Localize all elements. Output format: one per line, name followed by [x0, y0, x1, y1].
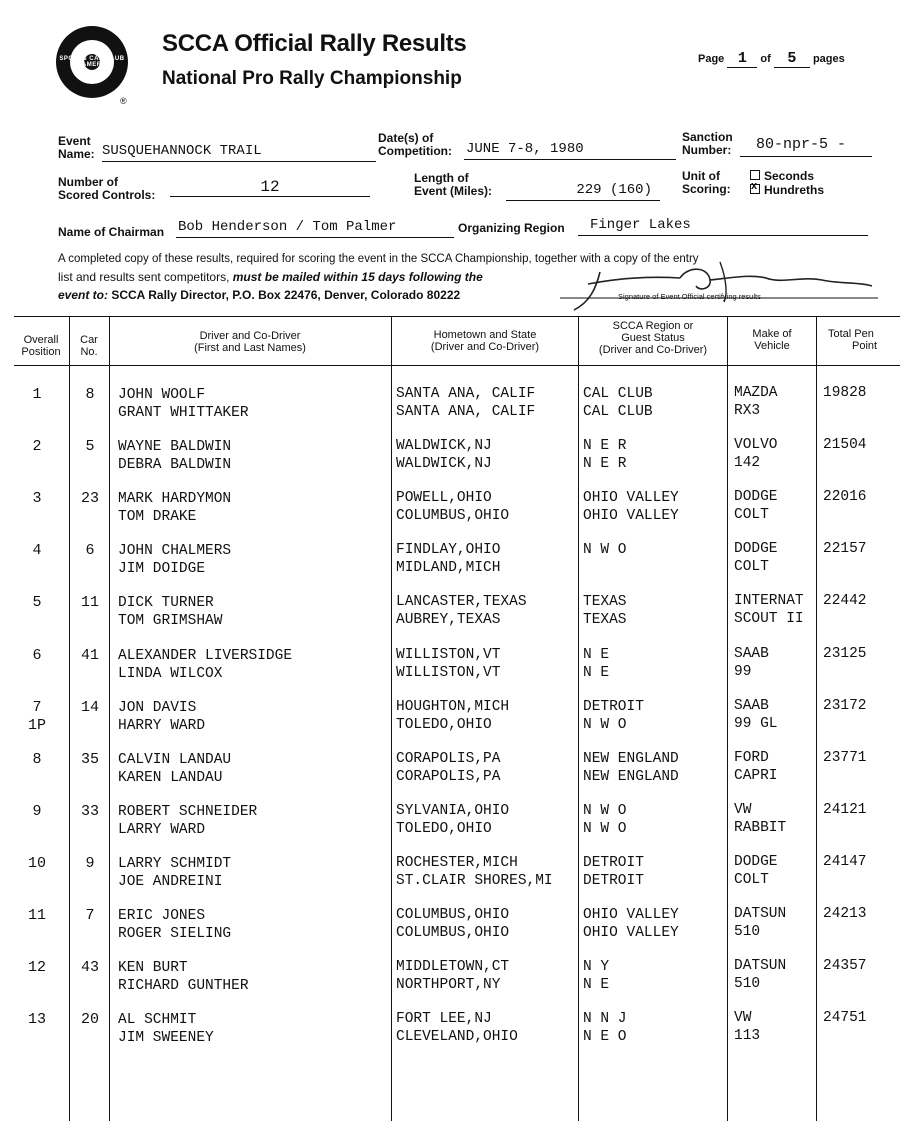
signature-caption: Signature of Event Official certifying results [618, 292, 761, 301]
co-driver-name: DEBRA BALDWIN [118, 457, 232, 473]
signature-image [560, 258, 880, 320]
of-label: of [760, 53, 771, 65]
driver-region: TEXAS [583, 594, 627, 610]
driver-hometown: LANCASTER,TEXAS [396, 594, 527, 610]
driver-hometown: COLUMBUS,OHIO [396, 907, 510, 923]
driver-hometown: POWELL,OHIO [396, 490, 492, 506]
driver-hometown: MIDDLETOWN,CT [396, 959, 510, 975]
driver-region: N E [583, 647, 610, 663]
chairman-value: Bob Henderson / Tom Palmer [176, 219, 454, 238]
column-divider [578, 316, 579, 1121]
pages-label: pages [812, 53, 845, 65]
vehicle-make: DODGE [734, 489, 778, 505]
total-penalty-points: 24147 [823, 854, 867, 870]
co-driver-region: OHIO VALLEY [583, 925, 679, 941]
checkbox-empty-icon [750, 170, 760, 180]
driver-name: JOHN CHALMERS [118, 543, 232, 559]
region-label: Organizing Region [458, 221, 565, 235]
page-title: SCCA Official Rally Results [162, 30, 467, 57]
total-penalty-points: 19828 [823, 385, 867, 401]
driver-region: DETROIT [583, 699, 644, 715]
car-number: 33 [80, 803, 99, 820]
controls-label: Number of Scored Controls: [58, 175, 156, 202]
page-number: 1 [727, 50, 757, 68]
vehicle-make: FORD [734, 750, 769, 766]
car-number: 8 [85, 386, 95, 403]
driver-hometown: WALDWICK,NJ [396, 438, 492, 454]
class-position: 1P [27, 717, 46, 734]
co-driver-region: TEXAS [583, 612, 627, 628]
vehicle-model: COLT [734, 872, 769, 888]
co-driver-name: LARRY WARD [118, 822, 206, 838]
driver-region: DETROIT [583, 855, 644, 871]
column-divider [69, 316, 70, 1121]
dates-label: Date(s) of Competition: [378, 131, 452, 158]
vehicle-make: VW [734, 1010, 752, 1026]
vehicle-make: INTERNAT [734, 593, 804, 609]
total-penalty-points: 22442 [823, 593, 867, 609]
unit-label: Unit of Scoring: [682, 169, 731, 196]
co-driver-name: RICHARD GUNTHER [118, 978, 249, 994]
unit-option-hundreths[interactable]: x Hundreths [751, 180, 824, 197]
co-driver-region: N E O [583, 1029, 627, 1045]
region-value: Finger Lakes [578, 217, 868, 236]
co-driver-hometown: MIDLAND,MICH [396, 560, 501, 576]
vehicle-make: SAAB [734, 698, 769, 714]
vehicle-make: DODGE [734, 541, 778, 557]
event-name-label: Event Name: [58, 134, 95, 161]
co-driver-hometown: CORAPOLIS,PA [396, 769, 501, 785]
header-car: Car No. [80, 334, 98, 358]
co-driver-hometown: TOLEDO,OHIO [396, 717, 492, 733]
car-number: 23 [80, 490, 99, 507]
car-number: 14 [80, 699, 99, 716]
driver-region: N Y [583, 959, 610, 975]
unit-options [750, 169, 824, 197]
co-driver-hometown: NORTHPORT,NY [396, 977, 501, 993]
page-label: Page [698, 53, 725, 65]
event-name-value: SUSQUEHANNOCK TRAIL [102, 143, 376, 162]
driver-name: KEN BURT [118, 960, 188, 976]
vehicle-model: CAPRI [734, 768, 778, 784]
header-region: SCCA Region or Guest Status (Driver and Co-Driver) [598, 320, 708, 356]
vehicle-model: 99 [734, 664, 752, 680]
total-penalty-points: 21504 [823, 437, 867, 453]
overall-position: 10 [27, 855, 46, 872]
co-driver-region: N E R [583, 456, 627, 472]
co-driver-hometown: WALDWICK,NJ [396, 456, 492, 472]
driver-region: OHIO VALLEY [583, 907, 679, 923]
overall-position: 6 [32, 647, 42, 664]
overall-position: 12 [27, 959, 46, 976]
driver-name: AL SCHMIT [118, 1012, 197, 1028]
page-total: 5 [774, 50, 810, 68]
total-penalty-points: 24751 [823, 1010, 867, 1026]
overall-position: 7 [32, 699, 42, 716]
column-divider [109, 316, 110, 1121]
co-driver-name: HARRY WARD [118, 718, 206, 734]
driver-hometown: ROCHESTER,MICH [396, 855, 518, 871]
car-number: 41 [80, 647, 99, 664]
header-hometown: Hometown and State (Driver and Co-Driver) [430, 329, 540, 353]
total-penalty-points: 24121 [823, 802, 867, 818]
driver-hometown: FORT LEE,NJ [396, 1011, 492, 1027]
car-number: 7 [85, 907, 95, 924]
column-divider [816, 316, 817, 1121]
driver-name: DICK TURNER [118, 595, 214, 611]
driver-name: MARK HARDYMON [118, 491, 232, 507]
vehicle-model: 142 [734, 455, 761, 471]
total-penalty-points: 22157 [823, 541, 867, 557]
car-number: 5 [85, 438, 95, 455]
co-driver-region: DETROIT [583, 873, 644, 889]
vehicle-make: VW [734, 802, 752, 818]
driver-name: ERIC JONES [118, 908, 206, 924]
controls-value: 12 [170, 178, 370, 197]
sanction-label: Sanction Number: [682, 130, 733, 157]
co-driver-region: N W O [583, 717, 627, 733]
total-penalty-points: 24357 [823, 958, 867, 974]
note-line-3: event to: SCCA Rally Director, P.O. Box 22476, Denver, Colorado 80222 [58, 288, 461, 302]
vehicle-make: DATSUN [734, 906, 787, 922]
co-driver-hometown: ST.CLAIR SHORES,MI [396, 873, 553, 889]
co-driver-name: TOM GRIMSHAW [118, 613, 223, 629]
unit-option-seconds[interactable]: Seconds [750, 169, 824, 183]
co-driver-region: OHIO VALLEY [583, 508, 679, 524]
sanction-value: 80-npr-5 - [740, 136, 872, 157]
logo-text: SPORTS CAR CLUB OF AMERICA [59, 56, 125, 68]
column-divider [727, 316, 728, 1121]
overall-position: 4 [32, 542, 42, 559]
dates-value: JUNE 7-8, 1980 [464, 141, 676, 160]
overall-position: 8 [32, 751, 42, 768]
co-driver-hometown: COLUMBUS,OHIO [396, 925, 510, 941]
total-penalty-points: 23125 [823, 646, 867, 662]
registered-mark: ® [120, 96, 127, 106]
overall-position: 5 [32, 594, 42, 611]
co-driver-hometown: CLEVELAND,OHIO [396, 1029, 518, 1045]
driver-name: JOHN WOOLF [118, 387, 206, 403]
car-number: 43 [80, 959, 99, 976]
overall-position: 11 [27, 907, 46, 924]
scca-logo [56, 26, 128, 98]
length-label: Length of Event (Miles): [414, 171, 493, 198]
checkbox-checked-icon: x [750, 184, 760, 194]
co-driver-name: ROGER SIELING [118, 926, 232, 942]
driver-name: JON DAVIS [118, 700, 197, 716]
driver-region: N W O [583, 803, 627, 819]
car-number: 9 [85, 855, 95, 872]
vehicle-make: VOLVO [734, 437, 778, 453]
car-number: 20 [80, 1011, 99, 1028]
page-subtitle: National Pro Rally Championship [162, 68, 462, 89]
vehicle-model: RABBIT [734, 820, 787, 836]
co-driver-region: CAL CLUB [583, 404, 653, 420]
vehicle-model: COLT [734, 507, 769, 523]
overall-position: 13 [27, 1011, 46, 1028]
co-driver-name: JOE ANDREINI [118, 874, 223, 890]
co-driver-hometown: WILLISTON,VT [396, 665, 501, 681]
driver-region: NEW ENGLAND [583, 751, 679, 767]
co-driver-name: KAREN LANDAU [118, 770, 223, 786]
driver-region: N N J [583, 1011, 627, 1027]
co-driver-region: N E [583, 665, 610, 681]
co-driver-name: JIM SWEENEY [118, 1030, 214, 1046]
vehicle-model: 113 [734, 1028, 761, 1044]
total-penalty-points: 24213 [823, 906, 867, 922]
vehicle-make: DODGE [734, 854, 778, 870]
co-driver-region: N W O [583, 821, 627, 837]
vehicle-model: SCOUT II [734, 611, 804, 627]
co-driver-hometown: SANTA ANA, CALIF [396, 404, 536, 420]
total-penalty-points: 22016 [823, 489, 867, 505]
co-driver-region: N E [583, 977, 610, 993]
car-number: 35 [80, 751, 99, 768]
vehicle-model: RX3 [734, 403, 761, 419]
total-penalty-points: 23771 [823, 750, 867, 766]
driver-hometown: SANTA ANA, CALIF [396, 386, 536, 402]
driver-hometown: FINDLAY,OHIO [396, 542, 501, 558]
co-driver-name: JIM DOIDGE [118, 561, 206, 577]
chairman-label: Name of Chairman [58, 225, 165, 239]
overall-position: 3 [32, 490, 42, 507]
header-driver: Driver and Co-Driver (First and Last Names) [194, 330, 306, 354]
overall-position: 2 [32, 438, 42, 455]
vehicle-model: 99 GL [734, 716, 778, 732]
driver-region: N E R [583, 438, 627, 454]
vehicle-make: SAAB [734, 646, 769, 662]
driver-hometown: CORAPOLIS,PA [396, 751, 501, 767]
overall-position: 9 [32, 803, 42, 820]
co-driver-hometown: TOLEDO,OHIO [396, 821, 492, 837]
co-driver-hometown: COLUMBUS,OHIO [396, 508, 510, 524]
driver-name: ROBERT SCHNEIDER [118, 804, 258, 820]
header-make: Make of Vehicle [752, 328, 792, 352]
co-driver-name: LINDA WILCOX [118, 666, 223, 682]
driver-region: CAL CLUB [583, 386, 653, 402]
car-number: 6 [85, 542, 95, 559]
column-divider [391, 316, 392, 1121]
driver-hometown: SYLVANIA,OHIO [396, 803, 510, 819]
vehicle-model: 510 [734, 924, 761, 940]
vehicle-model: 510 [734, 976, 761, 992]
note-line-2: list and results sent competitors, must be mailed within 15 days following the [58, 270, 483, 284]
car-number: 11 [80, 594, 99, 611]
total-penalty-points: 23172 [823, 698, 867, 714]
driver-hometown: WILLISTON,VT [396, 647, 501, 663]
overall-position: 1 [32, 386, 42, 403]
driver-region: OHIO VALLEY [583, 490, 679, 506]
note-line-1: A completed copy of these results, required for scoring the event in the SCCA Championship, together with a copy of the entry [58, 253, 699, 265]
co-driver-name: TOM DRAKE [118, 509, 197, 525]
header-position: Overall Position [21, 334, 61, 358]
driver-hometown: HOUGHTON,MICH [396, 699, 510, 715]
table-top-rule [14, 316, 900, 317]
driver-region: N W O [583, 542, 627, 558]
driver-name: ALEXANDER LIVERSIDGE [118, 648, 293, 664]
header-total: Total Pen Point [828, 328, 878, 352]
co-driver-name: GRANT WHITTAKER [118, 405, 249, 421]
table-header-rule [14, 365, 900, 366]
driver-name: WAYNE BALDWIN [118, 439, 232, 455]
vehicle-make: MAZDA [734, 385, 778, 401]
length-value: 229 (160) [506, 182, 660, 201]
page-counter [698, 50, 845, 68]
co-driver-hometown: AUBREY,TEXAS [396, 612, 501, 628]
vehicle-model: COLT [734, 559, 769, 575]
driver-name: CALVIN LANDAU [118, 752, 232, 768]
driver-name: LARRY SCHMIDT [118, 856, 232, 872]
co-driver-region: NEW ENGLAND [583, 769, 679, 785]
vehicle-make: DATSUN [734, 958, 787, 974]
